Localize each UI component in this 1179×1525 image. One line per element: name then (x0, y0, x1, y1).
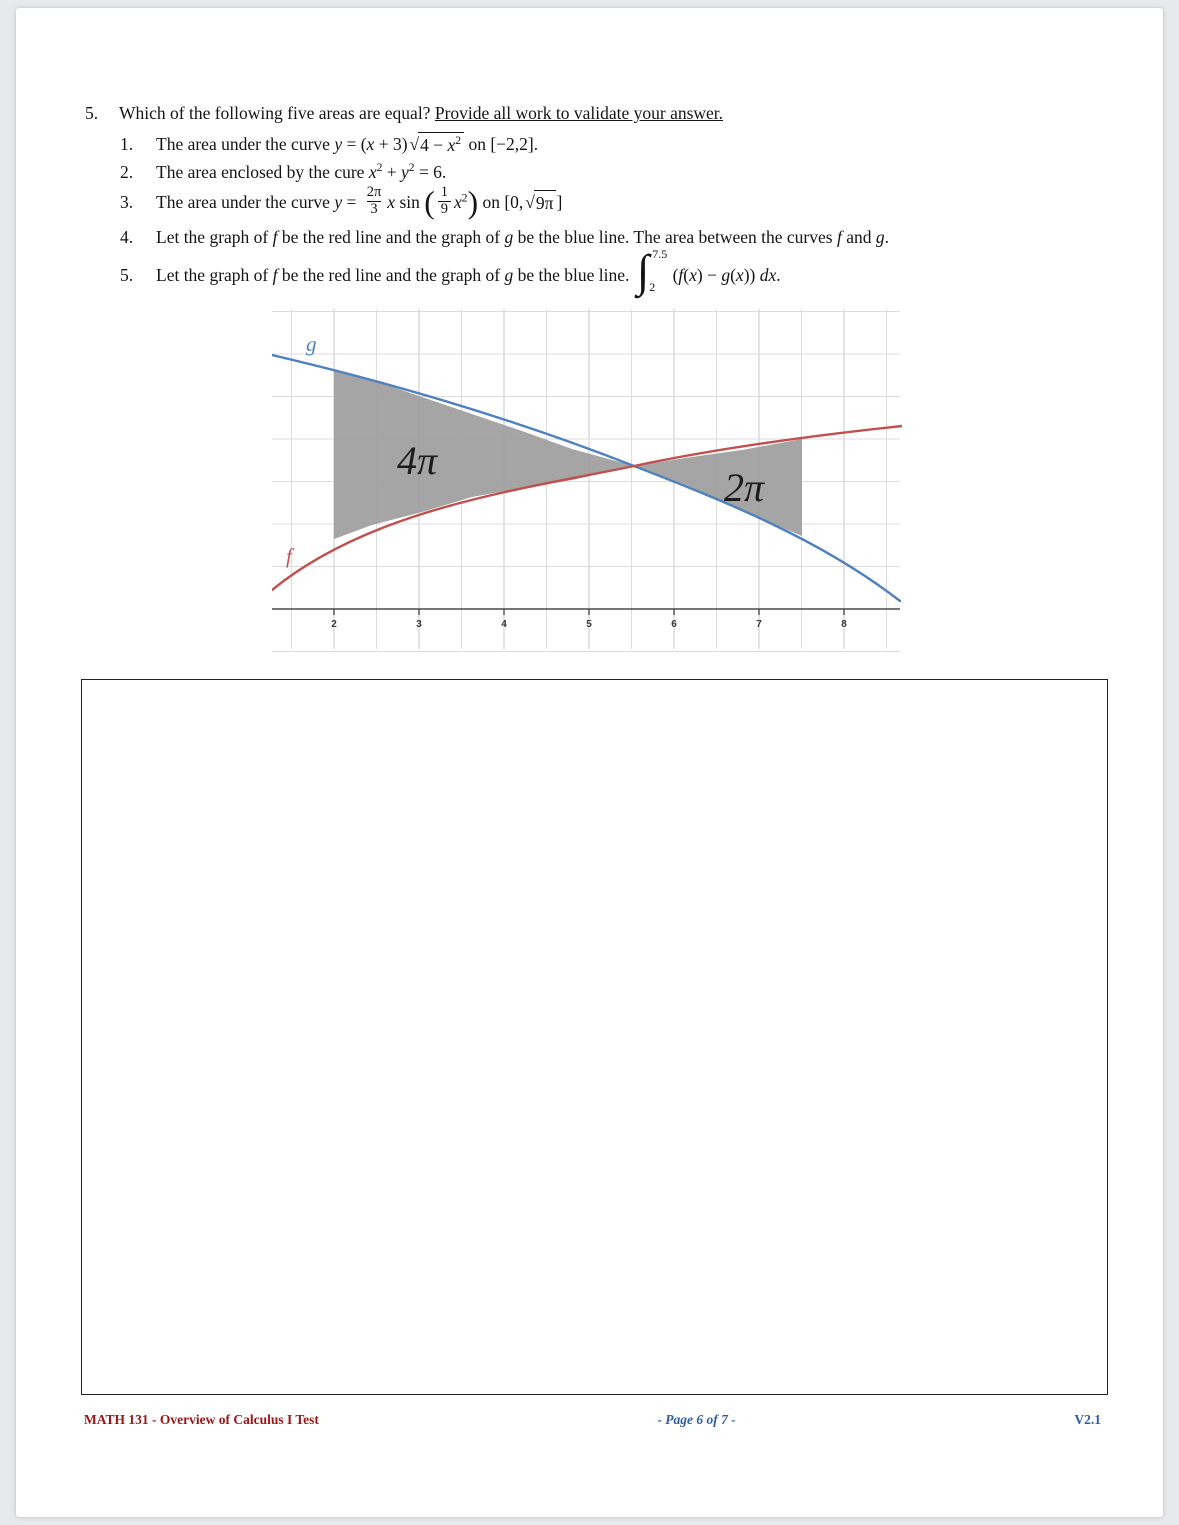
question-line (16, 101, 1163, 126)
footer-page-number: - Page 6 of 7 - (657, 1412, 736, 1427)
x-tick-label: 3 (416, 619, 422, 631)
footer-course-title: MATH 131 - Overview of Calculus I Test (84, 1412, 319, 1427)
area-label-right: 2π (724, 465, 765, 511)
footer-version: V2.1 (1074, 1412, 1101, 1427)
list-item (16, 160, 1163, 185)
item-number: 1. (120, 133, 134, 154)
x-tick-label: 7 (756, 619, 762, 631)
graph-svg (272, 309, 902, 654)
graph-figure (272, 309, 1163, 659)
item-text: Let the graph of f be the red line and the graph of g be the blue line. The area between the curves f and g. (156, 226, 889, 247)
area-label-left: 4π (397, 438, 438, 484)
item-text: The area enclosed by the cure $x^2 + y^2 = 6$. (156, 162, 447, 183)
x-tick-label: 6 (671, 619, 677, 631)
curve-g-label: g (306, 332, 317, 357)
list-item (16, 184, 1163, 221)
answer-box (81, 679, 1108, 1395)
list-item (16, 225, 1163, 250)
question-number: 5. (85, 103, 99, 123)
item-text: The area under the curve y = $\frac{2\pi}{3}$ x sin ( $\frac{1}{9}$ $x^2$) on [0, √ 9π ] (156, 184, 563, 221)
item-number: 2. (120, 162, 134, 183)
curve-f-label: f (286, 544, 292, 569)
page-footer (84, 1412, 1101, 1428)
item-text: The area under the curve y = (x + 3) √ $4 - x^2$ on [−2,2]. (156, 132, 538, 158)
item-number: 3. (120, 192, 134, 213)
test-page (16, 8, 1163, 1517)
item-number: 5. (120, 265, 134, 286)
question-text: Which of the following five areas are equal? Provide all work to validate your answer. (119, 103, 724, 123)
x-axis-ticks (331, 609, 847, 630)
x-tick-label: 4 (501, 619, 507, 631)
list-item (16, 245, 1163, 299)
list-item (16, 132, 1163, 158)
shaded-region-right (634, 439, 802, 536)
x-tick-label: 5 (586, 619, 592, 631)
x-tick-label: 8 (841, 619, 847, 631)
item-number: 4. (120, 226, 134, 247)
x-tick-label: 2 (331, 619, 337, 631)
item-text: Let the graph of f be the red line and the graph of g be the blue line. ∫ 7.5 2 (f(x) − g(x)) dx. (156, 245, 781, 296)
